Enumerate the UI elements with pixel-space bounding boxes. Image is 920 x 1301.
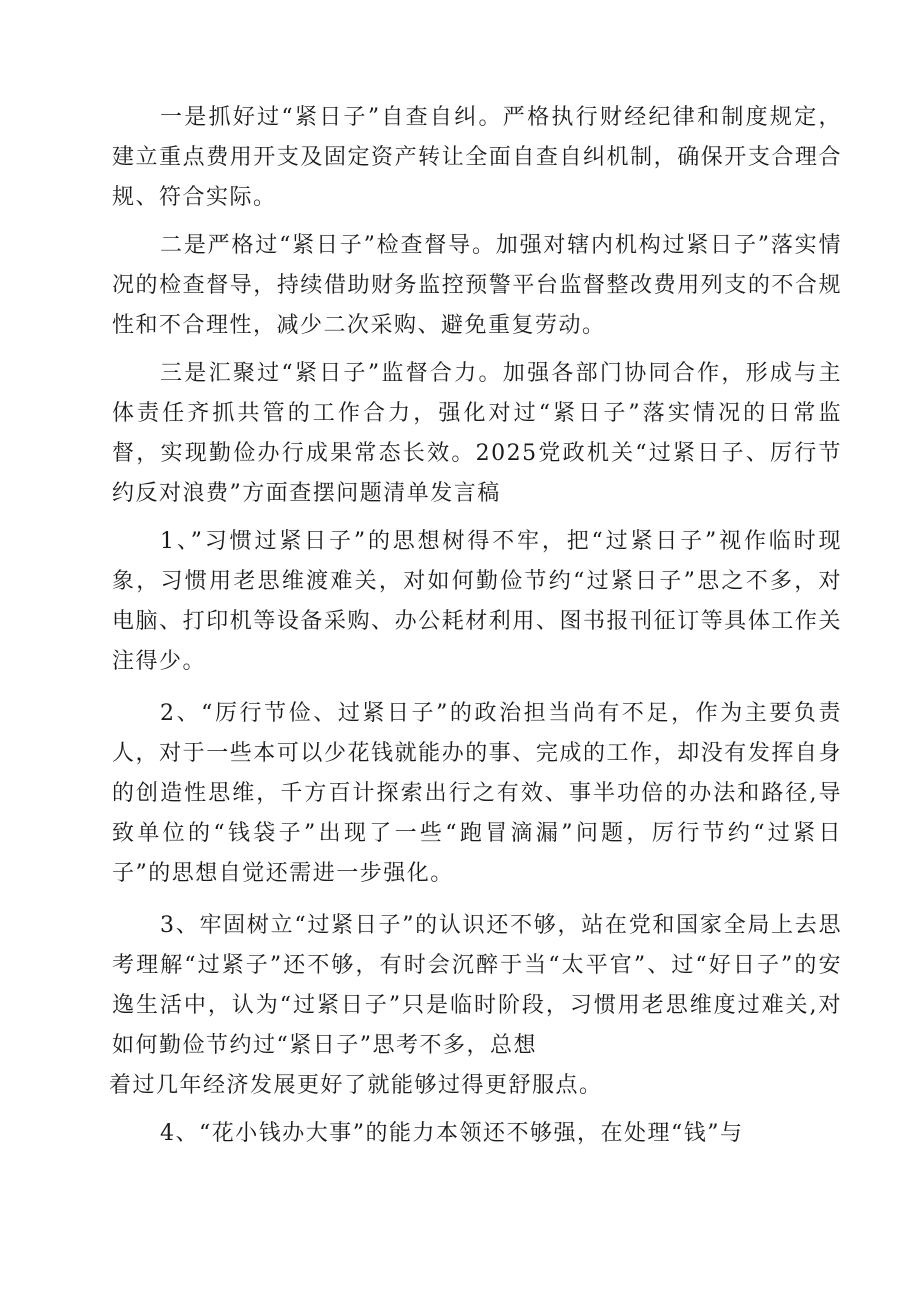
paragraph-item-3-continued: 着过几年经济发展更好了就能够过得更舒服点。 (109, 1073, 603, 1098)
paragraph-self-inspection: 一是抓好过“紧日子”自查自纠。严格执行财经纪律和制度规定，建立重点费用开支及固定资产转让全面自查自纠机制，确保开支合理合规、符合实际。 (112, 105, 842, 210)
paragraph-item-4: 4、“花小钱办大事”的能力本领还不够强，在处理“钱”与 (160, 1121, 744, 1146)
paragraph-supervision: 二是严格过“紧日子”检查督导。加强对辖内机构过紧日子”落实情况的检查督导，持续借助财务监控预警平台监督整改费用列支的不合规性和不合理性，减少二次采购、避免重复劳动。 (112, 233, 842, 338)
paragraph-item-1: 1、”习惯过紧日子”的思想树得不牢，把“过紧日子”视作临时现象，习惯用老思维渡难关，对如何勤俭节约“过紧日子”思之不多，对电脑、打印机等设备采购、办公耗材利用、图书报刊征订等具体工作关注得少。 (112, 529, 842, 674)
paragraph-item-3: 3、牢固树立“过紧日子”的认识还不够，站在党和国家全局上去思考理解“过紧子”还不够，有时会沉醉于当“太平官”、过“好日子”的安逸生活中，认为“过紧日子”只是临时阶段，习惯用老思维度过难关,对如何勤俭节约过“紧日子”思考不多，总想 (112, 913, 842, 1058)
paragraph-item-2: 2、“厉行节俭、过紧日子”的政治担当尚有不足，作为主要负责人，对于一些本可以少花钱就能办的事、完成的工作，却没有发挥自身的创造性思维，千方百计探索出行之有效、事半功倍的办法和路径,导致单位的“钱袋子”出现了一些“跑冒滴漏”问题，厉行节约“过紧日子”的思想自觉还需进一步强化。 (112, 701, 842, 886)
paragraph-joint-oversight: 三是汇聚过“紧日子”监督合力。加强各部门协同合作，形成与主体责任齐抓共管的工作合力，强化对过“紧日子”落实情况的日常监督，实现勤俭办行成果常态长效。2025党政机关“过紧日子、厉行节约反对浪费”方面查摆问题清单发言稿 (112, 361, 842, 506)
document-body (109, 98, 842, 1166)
